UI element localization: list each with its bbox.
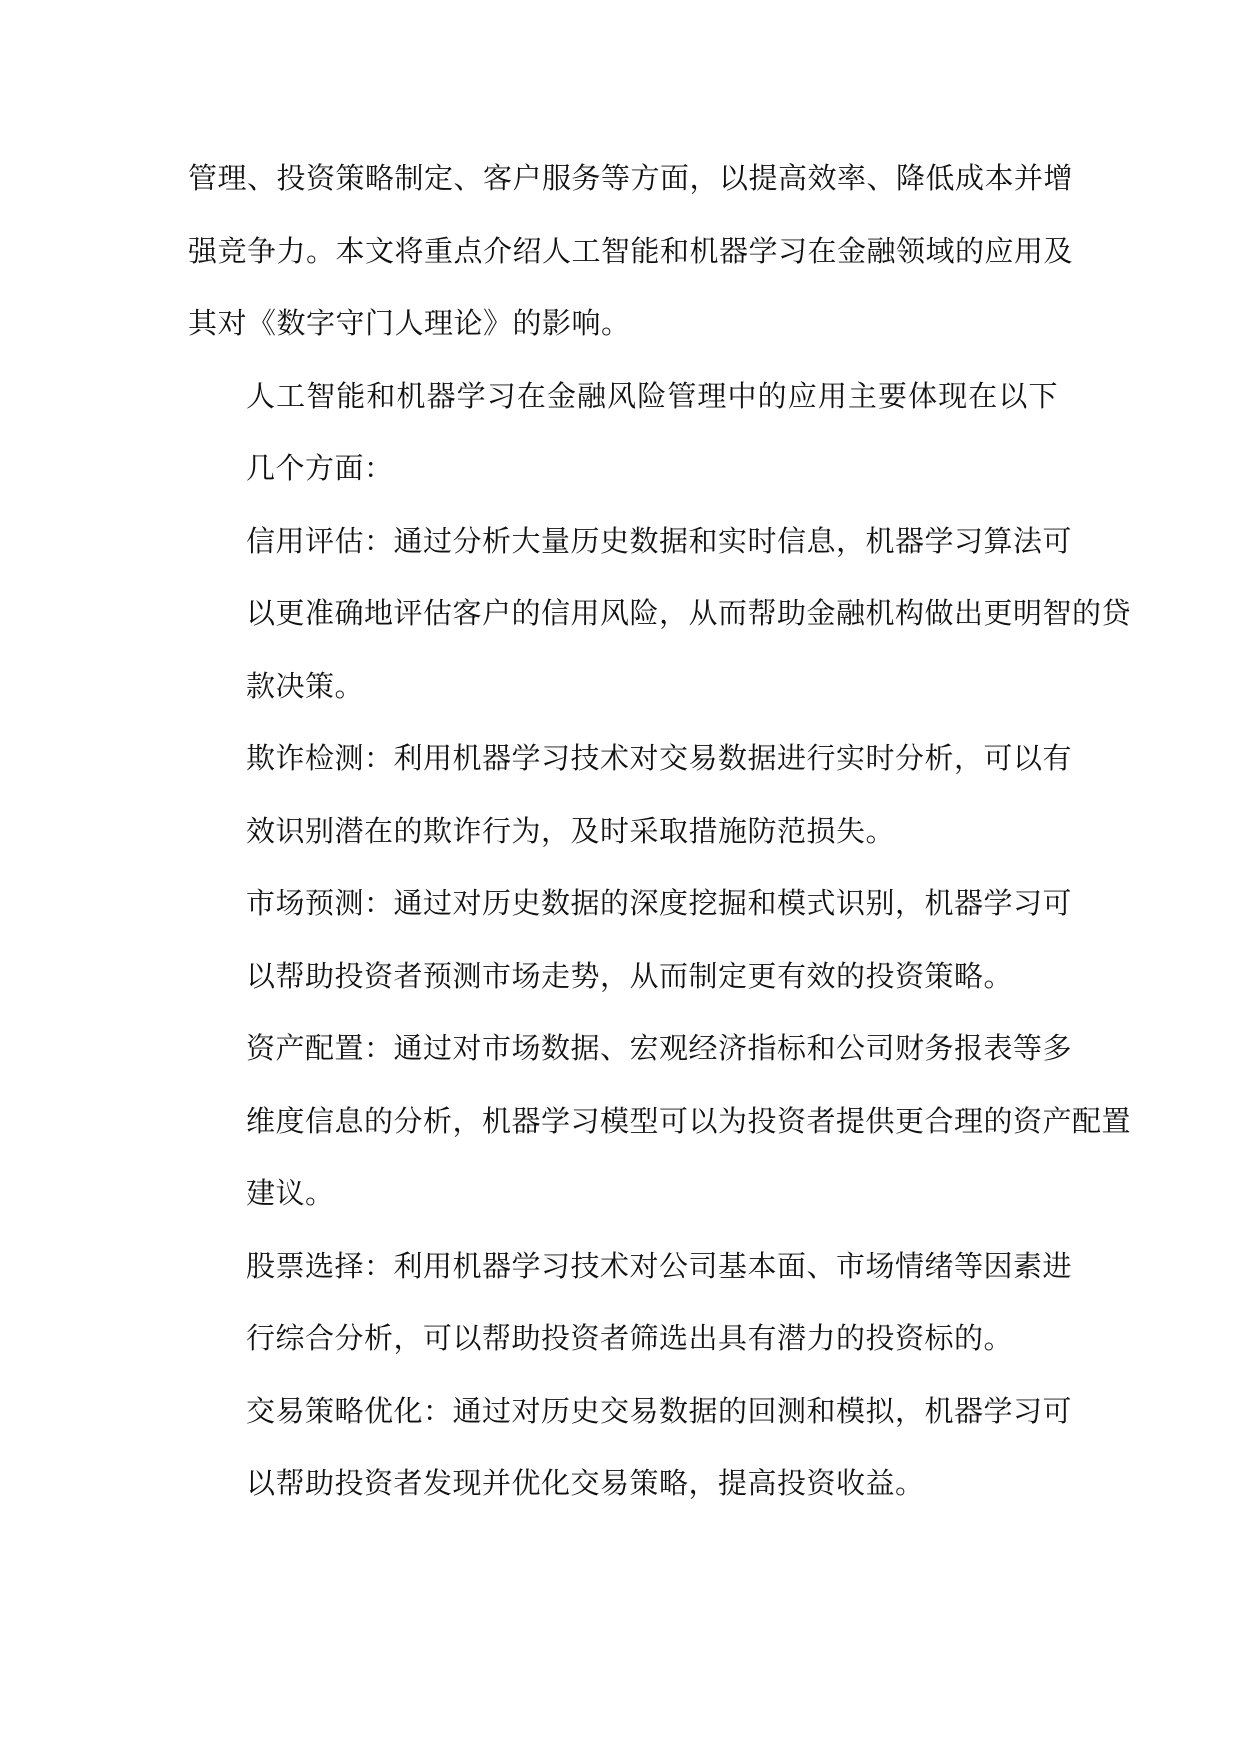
paragraph-intro	[188, 142, 1074, 360]
text-line: 几个方面：	[246, 451, 394, 485]
document-body	[188, 142, 1132, 1520]
text-line: 以帮助投资者预测市场走势，从而制定更有效的投资策略。	[246, 958, 1014, 993]
paragraph-trading-strategy	[188, 1375, 1073, 1520]
text-line: 欺诈检测：利用机器学习技术对交易数据进行实时分析，可以有	[246, 741, 1073, 775]
paragraph-asset-allocation	[188, 1012, 1132, 1230]
paragraph-credit-assessment	[188, 505, 1132, 723]
text-line: 股票选择：利用机器学习技术对公司基本面、市场情绪等因素进	[246, 1248, 1073, 1283]
text-line: 人工智能和机器学习在金融风险管理中的应用主要体现在以下	[246, 378, 1058, 413]
text-line: 以帮助投资者发现并优化交易策略，提高投资收益。	[246, 1466, 925, 1500]
text-line: 维度信息的分析，机器学习模型可以为投资者提供更合理的资产配置	[246, 1103, 1132, 1138]
text-line: 管理、投资策略制定、客户服务等方面，以提高效率、降低成本并增	[188, 161, 1074, 195]
text-line: 资产配置：通过对市场数据、宏观经济指标和公司财务报表等多	[246, 1031, 1073, 1065]
text-line: 强竞争力。本文将重点介绍人工智能和机器学习在金融领域的应用及	[188, 233, 1074, 268]
text-line: 其对《数字守门人理论》的影响。	[188, 306, 631, 340]
text-line: 行综合分析，可以帮助投资者筛选出具有潜力的投资标的。	[246, 1321, 1014, 1355]
text-line: 建议。	[246, 1176, 335, 1210]
text-line: 信用评估：通过分析大量历史数据和实时信息，机器学习算法可	[246, 523, 1073, 558]
text-line: 以更准确地评估客户的信用风险，从而帮助金融机构做出更明智的贷	[246, 596, 1132, 630]
text-line: 款决策。	[246, 668, 365, 703]
paragraph-overview	[188, 360, 1058, 505]
text-line: 交易策略优化：通过对历史交易数据的回测和模拟，机器学习可	[246, 1393, 1073, 1428]
paragraph-market-forecast	[188, 867, 1073, 1012]
text-line: 效识别潜在的欺诈行为，及时采取措施防范损失。	[246, 813, 896, 848]
paragraph-stock-selection	[188, 1230, 1073, 1375]
paragraph-fraud-detection	[188, 722, 1073, 867]
text-line: 市场预测：通过对历史数据的深度挖掘和模式识别，机器学习可	[246, 886, 1073, 920]
